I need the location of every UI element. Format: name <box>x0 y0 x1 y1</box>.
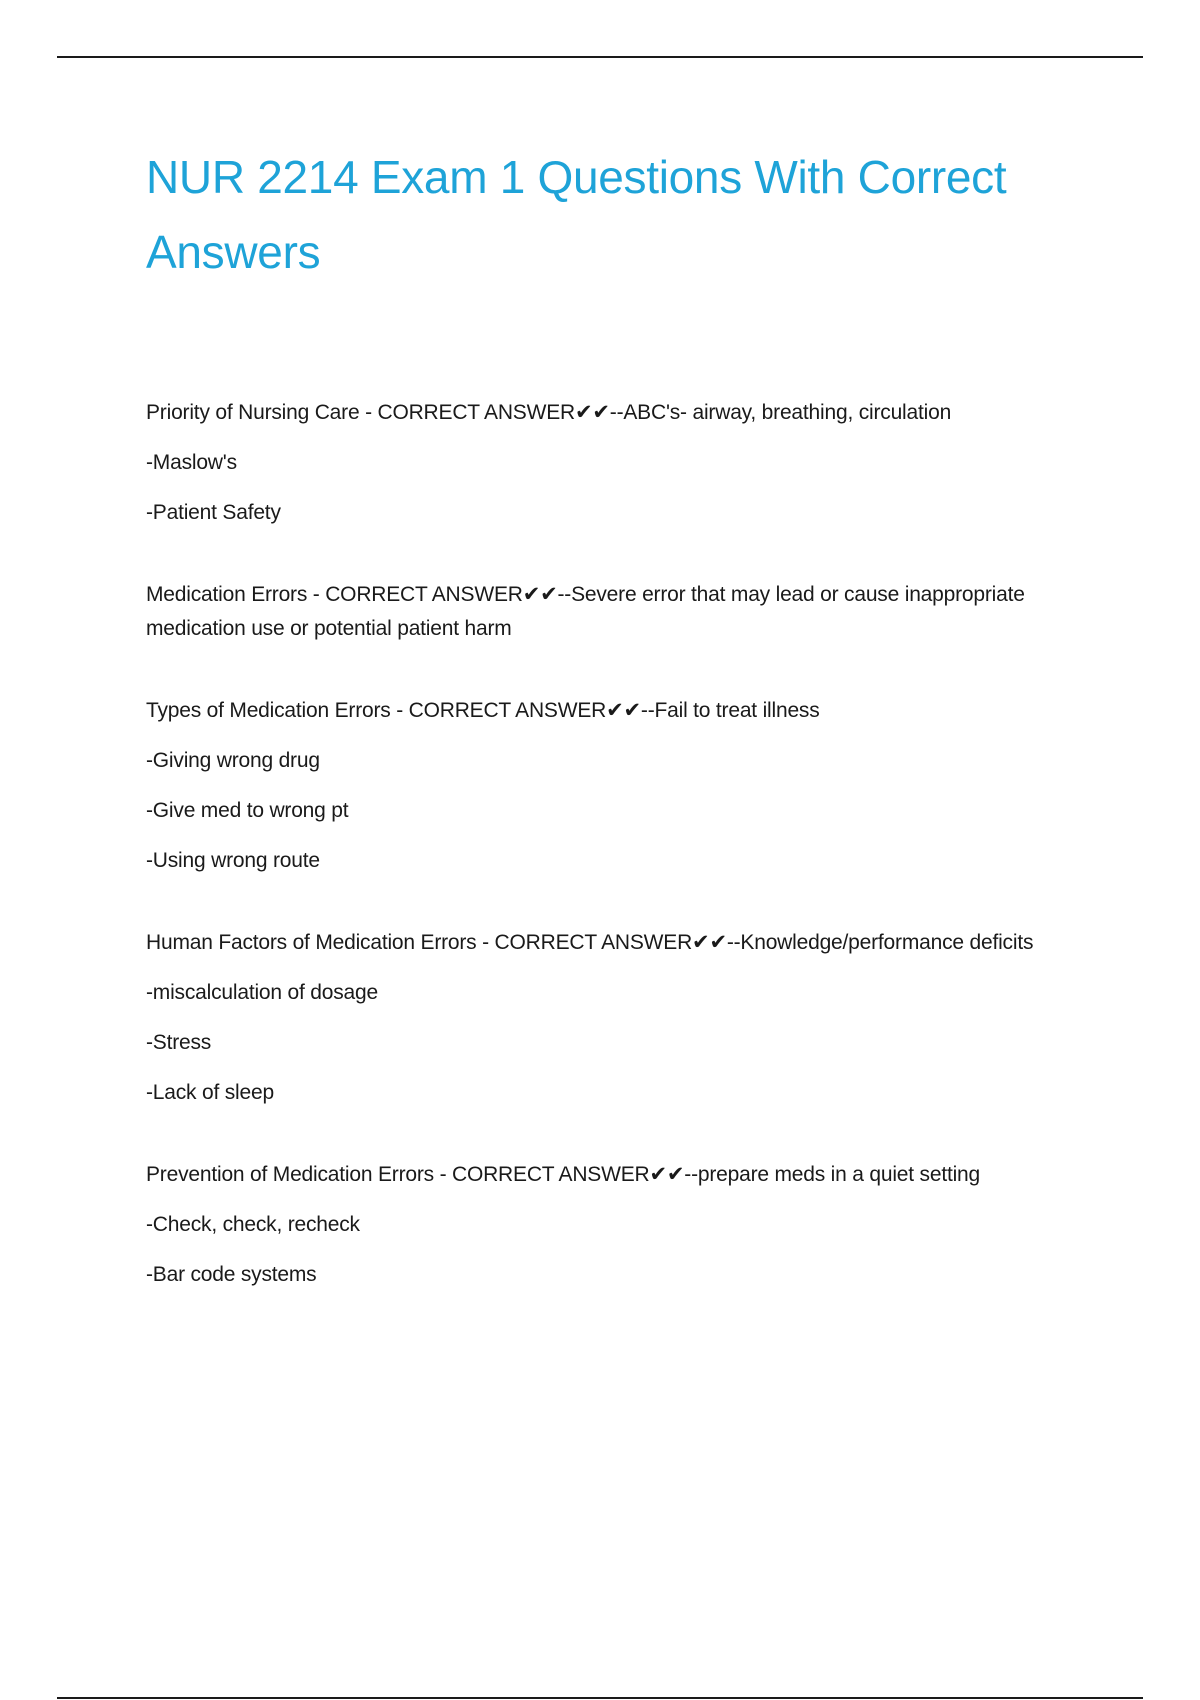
qa-line: -Bar code systems <box>146 1263 317 1286</box>
document-body <box>146 140 1106 1340</box>
qa-line: -Giving wrong drug <box>146 749 320 772</box>
bottom-rule <box>57 1697 1143 1699</box>
qa-line: -Maslow's <box>146 451 237 474</box>
qa-line: Types of Medication Errors - CORRECT ANSWER✔✔--Fail to treat illness <box>146 699 820 722</box>
qa-line: -Patient Safety <box>146 501 281 524</box>
qa-line: -Stress <box>146 1031 212 1054</box>
qa-item-priority-of-nursing-care <box>146 396 1106 530</box>
qa-item-prevention-of-medication-errors <box>146 1158 1106 1292</box>
qa-line: -Give med to wrong pt <box>146 799 349 822</box>
qa-line: -Lack of sleep <box>146 1081 274 1104</box>
qa-line: -Using wrong route <box>146 849 320 872</box>
qa-item-human-factors <box>146 926 1106 1110</box>
qa-line: Priority of Nursing Care - CORRECT ANSWER✔✔--ABC's- airway, breathing, circulation <box>146 401 952 424</box>
qa-item-medication-errors <box>146 578 1106 646</box>
qa-item-types-of-medication-errors <box>146 694 1106 878</box>
qa-line: -miscalculation of dosage <box>146 981 378 1004</box>
qa-line: Prevention of Medication Errors - CORRECT ANSWER✔✔--prepare meds in a quiet setting <box>146 1163 981 1186</box>
top-rule <box>57 56 1143 58</box>
document-title: NUR 2214 Exam 1 Questions With Correct Answers <box>146 151 1007 278</box>
qa-line: Human Factors of Medication Errors - CORRECT ANSWER✔✔--Knowledge/performance deficits <box>146 931 1034 954</box>
qa-line: Medication Errors - CORRECT ANSWER✔✔--Severe error that may lead or cause inappropriate medication use or potential patient harm <box>146 583 1025 640</box>
qa-line: -Check, check, recheck <box>146 1213 360 1236</box>
qa-list <box>146 396 1106 1292</box>
